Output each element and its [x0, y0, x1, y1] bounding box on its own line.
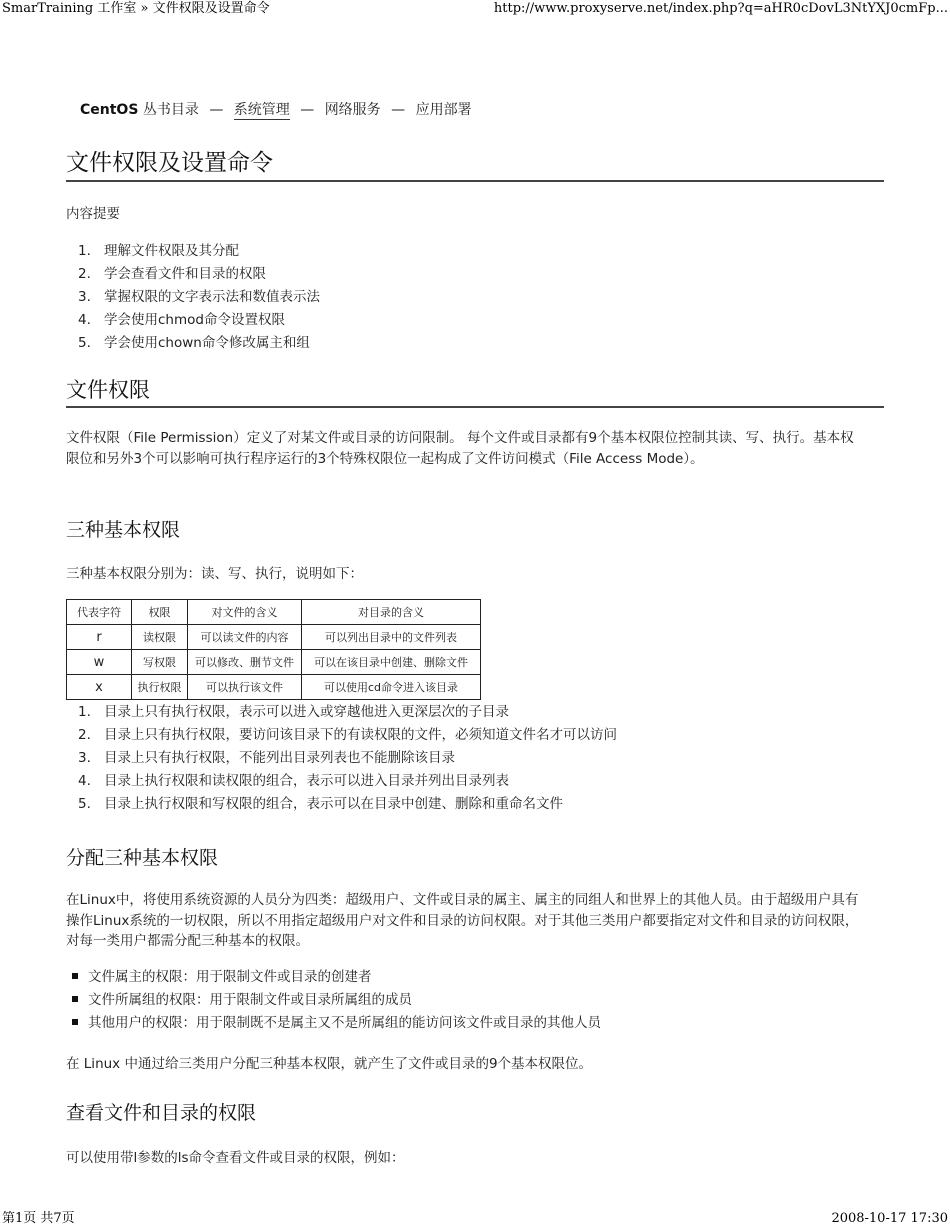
print-header — [0, 1, 950, 17]
breadcrumb-brand[interactable]: CentOS — [80, 102, 139, 118]
table-header: 对文件的含义 — [188, 600, 302, 625]
table-row — [67, 675, 481, 700]
breadcrumb — [80, 101, 472, 119]
basic-permissions-intro: 三种基本权限分别为：读、写、执行，说明如下： — [66, 566, 363, 582]
breadcrumb-item-system-admin[interactable]: 系统管理 — [233, 102, 290, 118]
summary-label: 内容提要 — [66, 206, 120, 222]
breadcrumb-separator: — — [300, 102, 315, 118]
list-item: 2. 学会查看文件和目录的权限 — [78, 266, 266, 282]
section-heading-view-permissions: 查看文件和目录的权限 — [66, 1102, 257, 1124]
table-cell: 可以读文件的内容 — [188, 625, 302, 650]
print-footer — [0, 1211, 950, 1227]
table-header-row — [67, 600, 481, 625]
table-header: 权限 — [132, 600, 188, 625]
table-cell: 读权限 — [132, 625, 188, 650]
table-cell: 可以列出目录中的文件列表 — [302, 625, 481, 650]
table-header: 代表字符 — [67, 600, 132, 625]
section-heading-file-permission: 文件权限 — [66, 376, 884, 408]
summary-list — [78, 240, 320, 355]
table-cell: 可以执行该文件 — [188, 675, 302, 700]
table-cell: 可以在该目录中创建、删除文件 — [302, 650, 481, 675]
view-permissions-paragraph: 可以使用带l参数的ls命令查看文件或目录的权限，例如： — [66, 1150, 405, 1166]
breadcrumb-item-app-deploy[interactable]: 应用部署 — [415, 102, 472, 118]
table-header: 对目录的含义 — [302, 600, 481, 625]
directory-notes-list — [78, 701, 617, 816]
list-item: 5. 学会使用chown命令修改属主和组 — [78, 335, 310, 351]
print-header-title: SmarTraining 工作室 » 文件权限及设置命令 — [2, 1, 270, 16]
breadcrumb-separator: — — [209, 102, 224, 118]
table-cell: w — [67, 650, 132, 675]
section-heading-basic-permissions: 三种基本权限 — [66, 519, 181, 541]
list-item: 5. 目录上执行权限和写权限的组合，表示可以在目录中创建、删除和重命名文件 — [78, 796, 563, 812]
list-item: 4. 目录上执行权限和读权限的组合，表示可以进入目录并列出目录列表 — [78, 773, 509, 789]
print-timestamp: 2008-10-17 17:30 — [831, 1211, 948, 1226]
list-item: 4. 学会使用chmod命令设置权限 — [78, 312, 285, 328]
table-cell: 执行权限 — [132, 675, 188, 700]
list-item: 1. 理解文件权限及其分配 — [78, 243, 239, 259]
list-item: 3. 目录上只有执行权限，不能列出目录列表也不能删除该目录 — [78, 750, 455, 766]
permissions-table — [66, 599, 481, 700]
page-counter: 第1页 共7页 — [2, 1211, 75, 1226]
breadcrumb-item-book-index[interactable]: 丛书目录 — [142, 102, 199, 118]
list-item: 1. 目录上只有执行权限，表示可以进入或穿越他进入更深层次的子目录 — [78, 704, 509, 720]
table-cell: 可以使用cd命令进入该目录 — [302, 675, 481, 700]
list-item: 2. 目录上只有执行权限，要访问该目录下的有读权限的文件，必须知道文件名才可以访问 — [78, 727, 617, 743]
bullet-icon — [72, 1019, 78, 1025]
user-classes-list — [72, 966, 601, 1035]
list-item: 文件属主的权限：用于限制文件或目录的创建者 — [72, 966, 601, 989]
assign-permissions-conclusion: 在 Linux 中通过给三类用户分配三种基本权限，就产生了文件或目录的9个基本权限位。 — [66, 1056, 593, 1072]
list-item: 其他用户的权限：用于限制既不是属主又不是所属组的能访问该文件或目录的其他人员 — [72, 1012, 601, 1035]
list-item: 文件所属组的权限：用于限制文件或目录所属组的成员 — [72, 989, 601, 1012]
table-cell: r — [67, 625, 132, 650]
table-row — [67, 625, 481, 650]
file-permission-paragraph: 文件权限（File Permission）定义了对某文件或目录的访问限制。 每个文件或目录都有9个基本权限位控制其读、写、执行。基本权限位和另外3个可以影响可执行程序运行的3个特殊权限位一起构成了文件访问模式（File Access Mode）。 — [66, 430, 854, 467]
page-title: 文件权限及设置命令 — [66, 148, 884, 182]
breadcrumb-item-network-services[interactable]: 网络服务 — [324, 102, 381, 118]
print-header-url: http://www.proxyserve.net/index.php?q=aHR0cDovL3NtYXJ0cmFp... — [493, 1, 948, 16]
section-heading-assign-permissions: 分配三种基本权限 — [66, 847, 219, 869]
table-cell: x — [67, 675, 132, 700]
table-row — [67, 650, 481, 675]
list-item: 3. 掌握权限的文字表示法和数值表示法 — [78, 289, 320, 305]
bullet-icon — [72, 973, 78, 979]
table-cell: 写权限 — [132, 650, 188, 675]
assign-permissions-paragraph: 在Linux中，将使用系统资源的人员分为四类：超级用户、文件或目录的属主、属主的同组人和世界上的其他人员。由于超级用户具有操作Linux系统的一切权限，所以不用指定超级用户对文件和目录的访问权限。对于其他三类用户都要指定对文件和目录的访问权限，对每一类用户都需分配三种基本的权限。 — [66, 892, 859, 949]
bullet-icon — [72, 996, 78, 1002]
breadcrumb-separator: — — [391, 102, 406, 118]
table-cell: 可以修改、删节文件 — [188, 650, 302, 675]
